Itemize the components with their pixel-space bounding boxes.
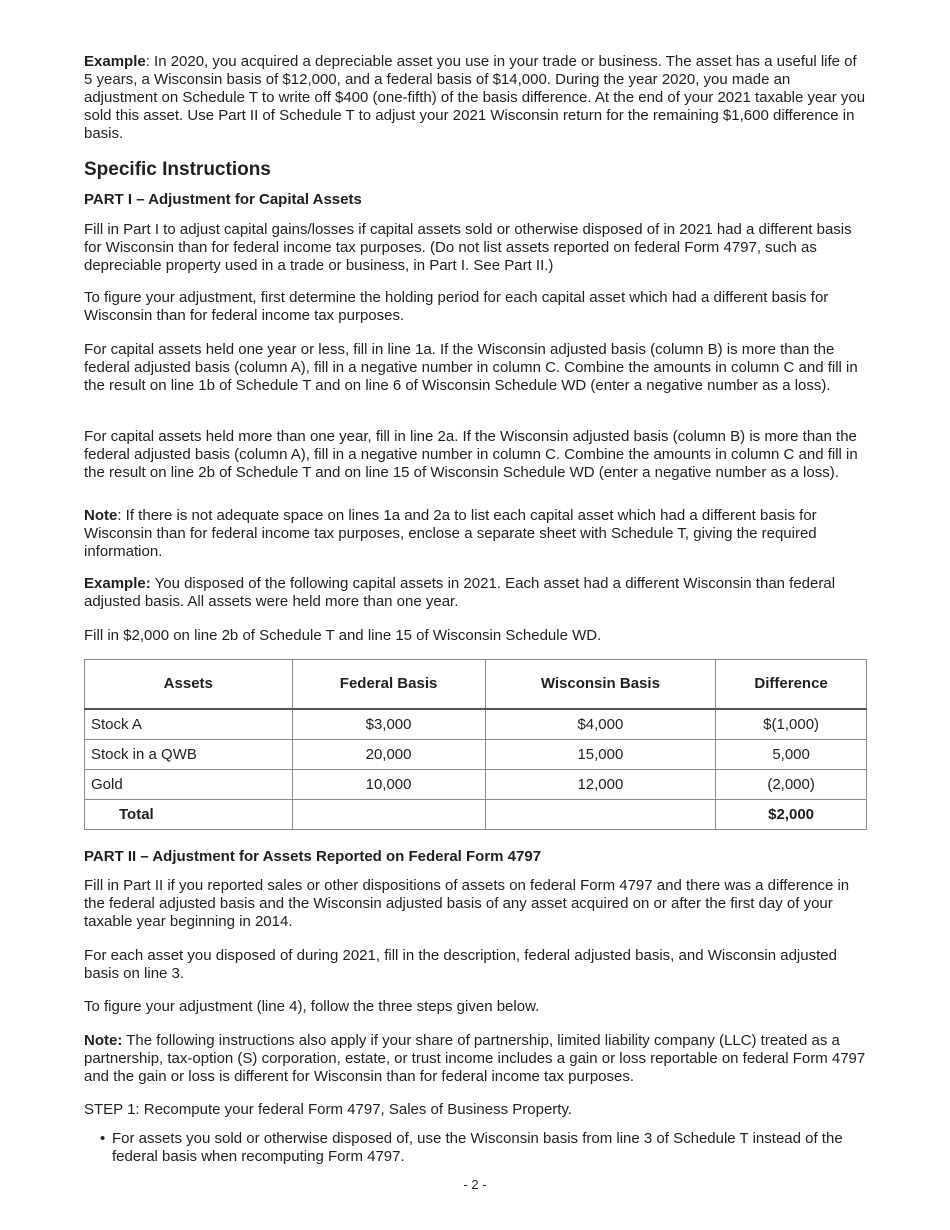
part2-paragraph: Fill in Part II if you reported sales or other dispositions of assets on federal Form 4797 and there was a difference in the federal adjusted basis and the Wisconsin adjusted basis of any asset acquired on or after the first day of your taxable year beginning in 2014. bbox=[84, 877, 850, 930]
total-label: Total bbox=[85, 800, 293, 830]
table-row bbox=[85, 709, 867, 740]
cell: 5,000 bbox=[716, 740, 867, 770]
page-number: - 2 - bbox=[463, 1177, 487, 1192]
table-row bbox=[85, 770, 867, 800]
part2-note: Note: The following instructions also apply if your share of partnership, limited liability company (LLC) treated as a partnership, tax-option (S) corporation, estate, or trust income includes a gain or loss reportable on federal Form 4797 and the gain or loss is different for Wisconsin than for federal income tax purposes. bbox=[84, 1032, 866, 1085]
section-heading: Specific Instructions bbox=[84, 159, 271, 180]
cell: $4,000 bbox=[485, 709, 716, 740]
part2-paragraph: To figure your adjustment (line 4), follow the three steps given below. bbox=[84, 998, 540, 1015]
cell: (2,000) bbox=[716, 770, 867, 800]
cell: Stock A bbox=[85, 709, 293, 740]
cell: 20,000 bbox=[292, 740, 485, 770]
cell bbox=[485, 800, 716, 830]
column-header: Assets bbox=[85, 660, 293, 710]
cell: 10,000 bbox=[292, 770, 485, 800]
cell: Gold bbox=[85, 770, 293, 800]
cell: 15,000 bbox=[485, 740, 716, 770]
part1-fill-in: Fill in $2,000 on line 2b of Schedule T and line 15 of Wisconsin Schedule WD. bbox=[84, 627, 602, 644]
part1-paragraph: Fill in Part I to adjust capital gains/losses if capital assets sold or otherwise disposed of in 2021 had a different basis for Wisconsin than for federal income tax purposes. (Do not list assets reported on federal Form 4797, such as depreciable property used in a trade or business, in Part I. See Part II.) bbox=[84, 221, 852, 274]
column-header: Federal Basis bbox=[292, 660, 485, 710]
cell: Stock in a QWB bbox=[85, 740, 293, 770]
bullet-item: • For assets you sold or otherwise disposed of, use the Wisconsin basis from line 3 of Schedule T instead of the federal basis when recomputing Form 4797. bbox=[100, 1130, 843, 1165]
table-row bbox=[85, 740, 867, 770]
total-value: $2,000 bbox=[716, 800, 867, 830]
part2-paragraph: For each asset you disposed of during 2021, fill in the description, federal adjusted basis, and Wisconsin adjusted basis on line 3. bbox=[84, 947, 837, 982]
cell bbox=[292, 800, 485, 830]
part1-example: Example: You disposed of the following capital assets in 2021. Each asset had a different Wisconsin than federal adjusted basis. All assets were held more than one year. bbox=[84, 575, 836, 610]
intro-example: Example: In 2020, you acquired a depreciable asset you use in your trade or business. The asset has a useful life of 5 years, a Wisconsin basis of $12,000, and a federal basis of $14,000. During the year 2020, you made an adjustment on Schedule T to write off $400 (one-fifth) of the basis difference. At the end of your 2021 taxable year you sold this asset. Use Part II of Schedule T to adjust your 2021 Wisconsin return for the remaining $1,600 difference in basis. bbox=[84, 53, 866, 142]
bullet-icon: • bbox=[100, 1130, 106, 1147]
table-header-row bbox=[85, 660, 867, 710]
cell: 12,000 bbox=[485, 770, 716, 800]
part1-paragraph: To figure your adjustment, first determine the holding period for each capital asset which had a different basis for Wisconsin than for federal income tax purposes. bbox=[84, 289, 829, 324]
part1-paragraph: For capital assets held more than one year, fill in line 2a. If the Wisconsin adjusted basis (column B) is more than the federal adjusted basis (column A), fill in a negative number in column C. Combine the amounts in column C and fill in the result on line 2b of Schedule T and on line 15 of Wisconsin Schedule WD (enter a negative number as a loss). bbox=[84, 428, 858, 481]
table-total-row bbox=[85, 800, 867, 830]
column-header: Difference bbox=[716, 660, 867, 710]
capital-assets-table bbox=[84, 659, 867, 830]
cell: $3,000 bbox=[292, 709, 485, 740]
part1-note: Note: If there is not adequate space on lines 1a and 2a to list each capital asset which had a different basis for Wisconsin than for federal income tax purposes, enclose a separate sheet with Schedule T, giving the required information. bbox=[84, 507, 817, 560]
cell: $(1,000) bbox=[716, 709, 867, 740]
step-1: STEP 1: Recompute your federal Form 4797, Sales of Business Property. bbox=[84, 1101, 573, 1118]
part1-title: PART I – Adjustment for Capital Assets bbox=[84, 191, 362, 208]
column-header: Wisconsin Basis bbox=[485, 660, 716, 710]
part2-title: PART II – Adjustment for Assets Reported on Federal Form 4797 bbox=[84, 848, 542, 865]
part1-paragraph: For capital assets held one year or less, fill in line 1a. If the Wisconsin adjusted basis (column B) is more than the federal adjusted basis (column A), fill in a negative number in column C. Combine the amounts in column C and fill in the result on line 1b of Schedule T and on line 6 of Wisconsin Schedule WD (enter a negative number as a loss). bbox=[84, 341, 858, 394]
